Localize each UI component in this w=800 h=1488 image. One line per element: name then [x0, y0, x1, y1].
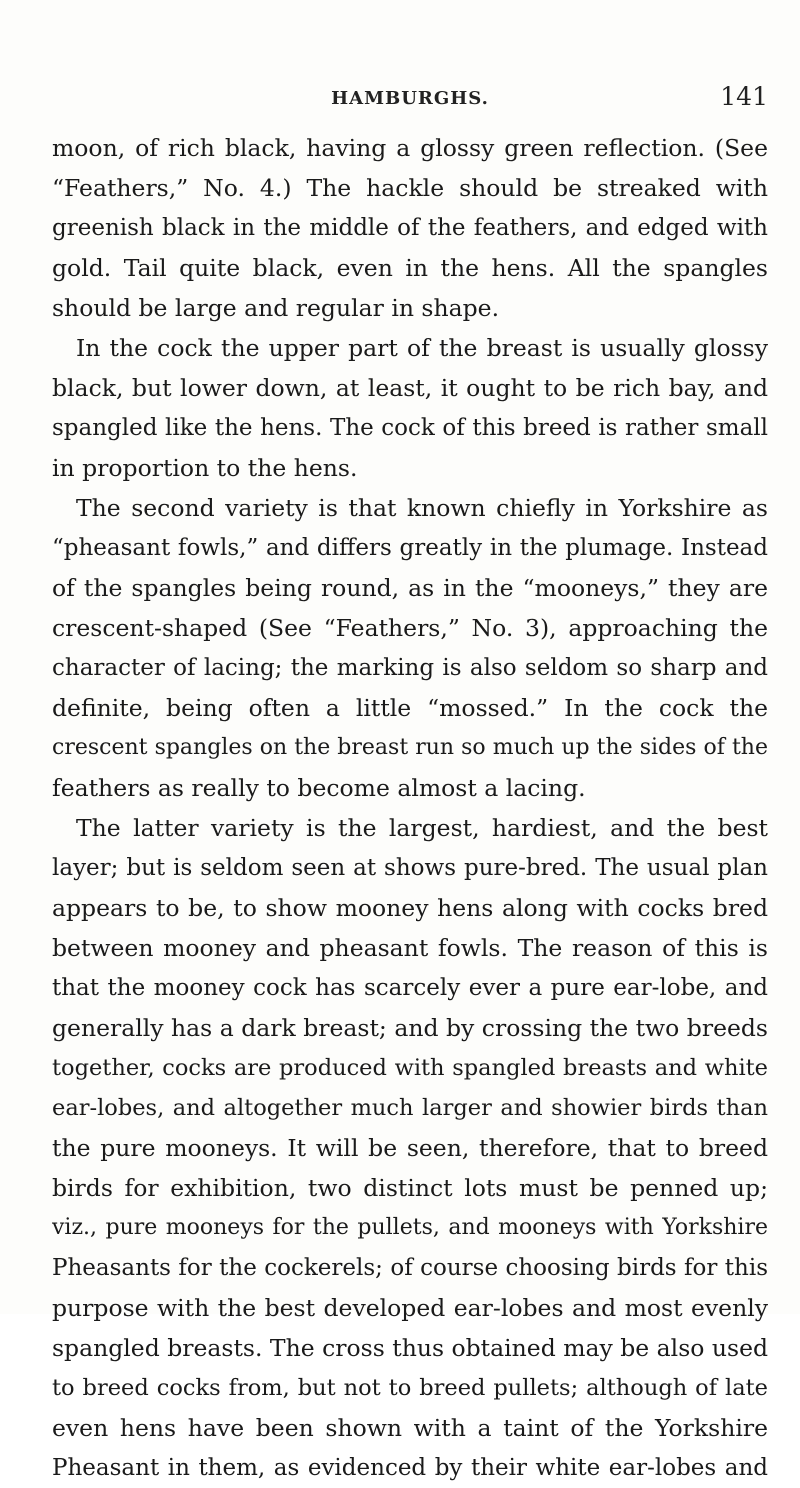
text-line: “pheasant fowls,” and differs greatly in the plumage. Instead [52, 535, 768, 561]
text-line: The latter variety is the largest, hardiest, and the best [76, 814, 768, 842]
text-line: Pheasants for the cockerels; of course choosing birds for this [52, 1255, 768, 1281]
text-line: together, cocks are produced with spangled breasts and white [52, 1055, 768, 1081]
text-line: even hens have been shown with a taint of the Yorkshire [52, 1414, 768, 1442]
text-line: moon, of rich black, having a glossy green reflection. (See [52, 134, 768, 162]
text-line: In the cock the upper part of the breast is usually glossy [76, 334, 768, 362]
text-line: of the spangles being round, as in the “mooneys,” they are [52, 574, 768, 602]
text-line: should be large and regular in shape. [52, 294, 500, 322]
text-line: that the mooney cock has scarcely ever a pure ear-lobe, and [52, 975, 768, 1001]
text-line: crescent-shaped (See “Feathers,” No. 3), approaching the [52, 614, 768, 642]
text-line: appears to be, to show mooney hens along with cocks bred [52, 894, 768, 922]
text-line: greenish black in the middle of the feathers, and edged with [52, 215, 768, 241]
text-line: between mooney and pheasant fowls. The reason of this is [52, 934, 768, 962]
text-line: Pheasant in them, as evidenced by their white ear-lobes and [52, 1455, 768, 1481]
text-line: crescent spangles on the breast run so much up the sides of the [52, 735, 768, 760]
text-line: “Feathers,” No. 4.) The hackle should be streaked with [52, 174, 768, 202]
text-line: generally has a dark breast; and by crossing the two breeds [52, 1014, 768, 1042]
text-line: The second variety is that known chiefly in Yorkshire as [76, 494, 768, 522]
text-line: purpose with the best developed ear-lobes and most evenly [52, 1294, 768, 1322]
text-line: black, but lower down, at least, it ought to be rich bay, and [52, 374, 768, 402]
text-line: in proportion to the hens. [52, 454, 358, 482]
text-line: character of lacing; the marking is also seldom so sharp and [52, 655, 768, 681]
text-line: layer; but is seldom seen at shows pure-bred. The usual plan [52, 855, 768, 881]
text-line: to breed cocks from, but not to breed pullets; although of late [52, 1375, 768, 1401]
text-line: spangled like the hens. The cock of this breed is rather small [52, 415, 768, 441]
text-line: the pure mooneys. It will be seen, therefore, that to breed [52, 1134, 768, 1162]
page-number: 141 [720, 82, 768, 111]
body-text [52, 128, 768, 1488]
running-head: HAMBURGHS. [331, 88, 489, 109]
text-line: spangled breasts. The cross thus obtained may be also used [52, 1334, 768, 1362]
text-line: feathers as really to become almost a lacing. [52, 774, 586, 802]
text-line: birds for exhibition, two distinct lots must be penned up; [52, 1174, 768, 1202]
text-line: gold. Tail quite black, even in the hens. All the spangles [52, 254, 768, 282]
text-line: viz., pure mooneys for the pullets, and mooneys with Yorkshire [52, 1215, 768, 1240]
text-line: definite, being often a little “mossed.” In the cock the [52, 694, 768, 722]
page-header [52, 78, 768, 118]
text-line: ear-lobes, and altogether much larger and showier birds than [52, 1095, 768, 1121]
